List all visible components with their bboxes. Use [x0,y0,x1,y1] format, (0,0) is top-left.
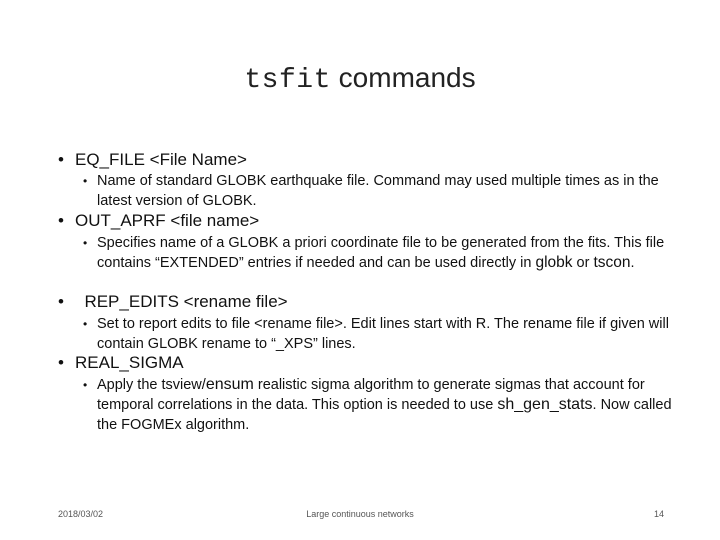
sub-bullet-rep-edits [83,314,673,354]
bullet-heading: OUT_APRF <file name> [75,211,260,230]
bullet-heading: EQ_FILE <File Name> [75,150,247,169]
title-text: commands [330,62,476,93]
bullet-heading: REP_EDITS <rename file> [75,292,288,311]
sub-bullet-eq-file [83,171,673,211]
slide-title [0,62,720,96]
bullet-dot: • [58,150,64,169]
footer-center: Large continuous networks [306,509,414,519]
sub-bullet-dot: • [83,236,88,250]
bullet-dot: • [58,211,64,230]
footer-page-number: 14 [653,509,664,519]
bullet-real-sigma [58,353,184,373]
sub-bullet-dot: • [83,174,88,188]
sub-bullet-text: Apply the tsview/ensum realistic sigma algorithm to generate sigmas that account for temporal correlations in the data. This option is needed to use sh_gen_stats. Now called the FOGMEx algorithm. [97,376,672,433]
bullet-heading: REAL_SIGMA [75,353,184,372]
bullet-rep-edits [58,292,288,312]
sub-bullet-text: Name of standard GLOBK earthquake file. Command may used multiple times as in the latest version of GLOBK. [97,173,659,209]
sub-bullet-dot: • [83,378,88,392]
bullet-eq-file [58,150,247,170]
bullet-dot: • [58,292,64,311]
sub-bullet-dot: • [83,317,88,331]
sub-bullet-out-aprf [83,233,673,273]
sub-bullet-text: Set to report edits to file <rename file>. Edit lines start with R. The rename file if given will contain GLOBK rename to “_XPS” lines. [97,316,669,352]
sub-bullet-text: Specifies name of a GLOBK a priori coordinate file to be generated from the fits. This file contains “EXTENDED” entries if needed and can be used directly in globk or tscon. [97,235,665,271]
bullet-dot: • [58,353,64,372]
title-command: tsfit [244,65,331,96]
sub-bullet-real-sigma [83,375,673,435]
footer-date: 2018/03/02 [58,509,104,519]
bullet-out-aprf [58,211,259,231]
